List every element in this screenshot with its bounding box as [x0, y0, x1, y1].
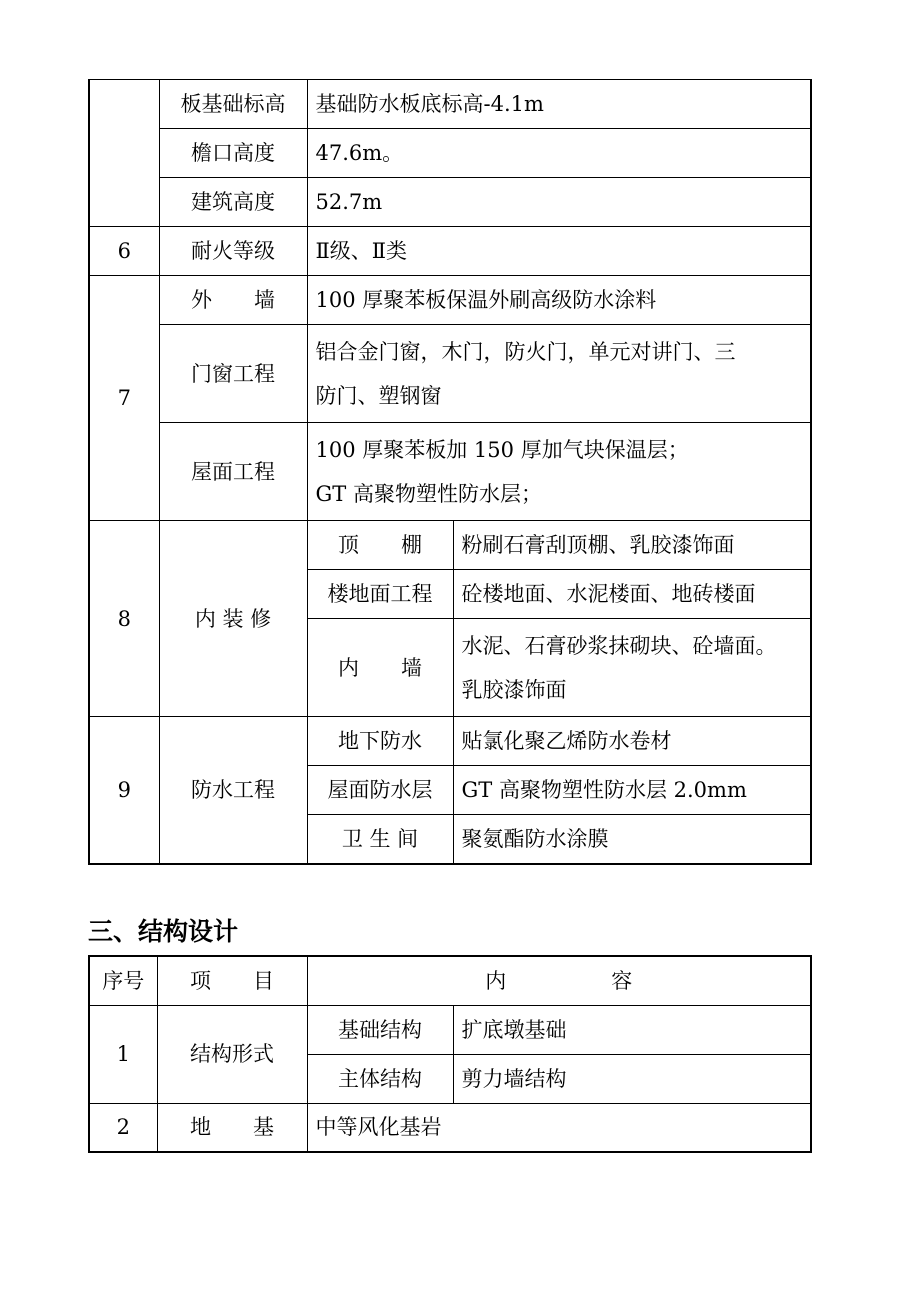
row-label: 地 基: [157, 1103, 307, 1152]
row-value: 中等风化基岩: [307, 1103, 811, 1152]
table-row: [89, 325, 811, 423]
sub-label: 顶 棚: [307, 521, 453, 570]
table-row: [89, 521, 811, 570]
table-row: [89, 276, 811, 325]
row-label: 内 装 修: [159, 521, 307, 717]
row-label: 防水工程: [159, 717, 307, 864]
table-row: [89, 717, 811, 766]
row-label: 耐火等级: [159, 227, 307, 276]
sub-label: 主体结构: [307, 1054, 453, 1103]
row-value: 扩底墩基础: [453, 1005, 811, 1054]
row-label: 门窗工程: [159, 325, 307, 423]
row-value: [307, 325, 811, 423]
row-number: 9: [89, 717, 159, 864]
structure-design-table: [88, 955, 812, 1153]
sub-label: 内 墙: [307, 619, 453, 717]
section-heading: 三、结构设计: [88, 917, 239, 946]
sub-label: 屋面防水层: [307, 766, 453, 815]
table-header-row: [89, 956, 811, 1005]
row-value: 剪力墙结构: [453, 1054, 811, 1103]
row-number: [89, 80, 159, 227]
row-value: 47.6m。: [307, 129, 811, 178]
table-row: [89, 227, 811, 276]
row-number: 6: [89, 227, 159, 276]
sub-label: 基础结构: [307, 1005, 453, 1054]
row-value: 52.7m: [307, 178, 811, 227]
table-row: [89, 423, 811, 521]
table-row: [89, 129, 811, 178]
row-number: 2: [89, 1103, 157, 1152]
row-value: [453, 619, 811, 717]
row-value: 聚氨酯防水涂膜: [453, 815, 811, 864]
row-label: 结构形式: [157, 1005, 307, 1103]
row-label: 建筑高度: [159, 178, 307, 227]
sub-label: 卫 生 间: [307, 815, 453, 864]
value-line: 乳胶漆饰面: [461, 677, 567, 702]
row-label: 外 墙: [159, 276, 307, 325]
row-value: 粉刷石膏刮顶棚、乳胶漆饰面: [453, 521, 811, 570]
row-label: 板基础标高: [159, 80, 307, 129]
value-line: 防门、塑钢窗: [315, 383, 442, 408]
header-item: 项 目: [157, 956, 307, 1005]
value-line: GT 高聚物塑性防水层；: [315, 481, 542, 506]
row-number: 7: [89, 276, 159, 521]
header-content: 内 容: [307, 956, 811, 1005]
value-line: 水泥、石膏砂浆抹砌块、砼墙面。: [461, 633, 777, 658]
header-number: 序号: [89, 956, 157, 1005]
row-value: Ⅱ级、Ⅱ类: [307, 227, 811, 276]
row-label: 檐口高度: [159, 129, 307, 178]
row-value: 贴氯化聚乙烯防水卷材: [453, 717, 811, 766]
table-row: [89, 80, 811, 129]
row-value: 砼楼地面、水泥楼面、地砖楼面: [453, 570, 811, 619]
value-line: 100 厚聚苯板加 150 厚加气块保温层；: [315, 437, 689, 462]
row-value: [307, 423, 811, 521]
sub-label: 楼地面工程: [307, 570, 453, 619]
value-line: 铝合金门窗，木门，防火门，单元对讲门、三: [315, 339, 736, 364]
sub-label: 地下防水: [307, 717, 453, 766]
row-value: GT 高聚物塑性防水层 2.0mm: [453, 766, 811, 815]
row-label: 屋面工程: [159, 423, 307, 521]
table-row: [89, 1103, 811, 1152]
row-value: 100 厚聚苯板保温外刷高级防水涂料: [307, 276, 811, 325]
building-spec-table: [88, 79, 812, 865]
row-value: 基础防水板底标高-4.1m: [307, 80, 811, 129]
table-row: [89, 1005, 811, 1054]
row-number: 8: [89, 521, 159, 717]
row-number: 1: [89, 1005, 157, 1103]
table-row: [89, 178, 811, 227]
